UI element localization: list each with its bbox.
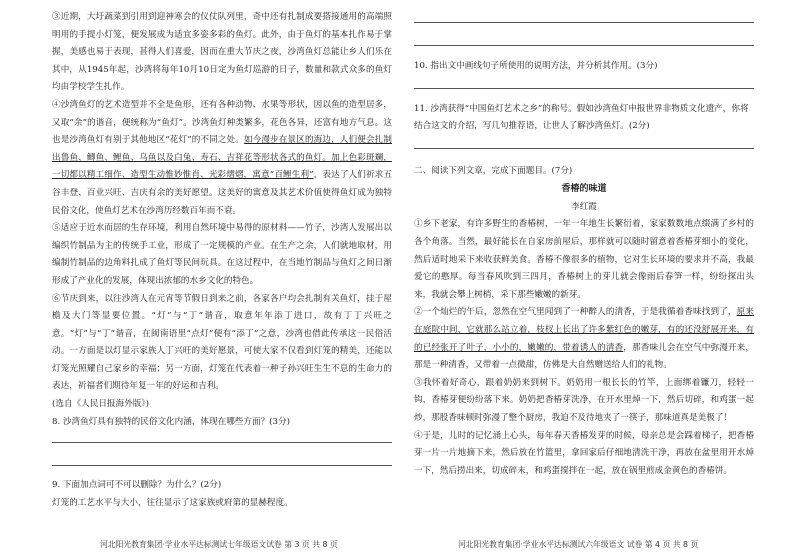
question-9: 9. 下面加点词可不可以删除？为什么？(2分) bbox=[52, 480, 222, 491]
page-footer-left: 河北阳光教育集团·学业水平达标测试七年级语文试卷 第 3 页 共 8 页 bbox=[100, 540, 338, 549]
left-column bbox=[52, 0, 392, 560]
article-title: 香椿的味道 bbox=[561, 184, 607, 195]
paragraph-4-text-b: ，表达了人们祈求五谷丰登、百业兴旺、吉庆有余的美好愿望。这美好的寓意及其艺术价值使得鱼灯成为独特民俗文化，使鱼灯艺术在沙湾历经数百年而不衰。 bbox=[52, 170, 392, 216]
section-2-heading: 二、阅读下列文章，完成下面题目。(7分) bbox=[414, 165, 573, 176]
paragraph-4-underlined-sentence: 如今漫步在景区的海边，人们便会扎制出鲁鱼、鲫鱼、鲤鱼、乌鱼以及白兔、寿石、吉祥花等形状各式的鱼灯。加上色彩斑斓，一切都以精工细作、造型生动惟妙惟肖、光彩熠熠，寓意“百鲤生利” bbox=[52, 135, 392, 181]
question-11: 11. 沙湾获得“中国鱼灯艺术之乡”的称号。假如沙湾鱼灯申报世界非物质文化遗产，你将结合这文的介绍，写几句推荐语，让世人了解沙湾鱼灯。(2分) bbox=[414, 103, 749, 132]
paragraph-5: ⑤适应于近水而居的生存环境，利用自然环境中易得的原材料——竹子，沙湾人发展出以编织竹制品为主的传统手工业，形成了一定规模的产业。在生产之余，人们就地取材，用编制竹制品的边角料扎成了鱼灯等民间玩具。在这过程中，在当地竹制品与鱼灯之间日渐形成了产业化的发展，体现出浓郁的水乡文化的特色。 bbox=[52, 223, 392, 286]
article-paragraph-2-text-b: ，那香味儿会在空气中弥漫开来，那是一种清香，又带着一点微甜，仿佛是大自然赠送给人们的礼物。 bbox=[414, 342, 754, 371]
paragraph-4-text-a: ④沙湾鱼灯的艺术造型并不全是鱼形，还有各种动物、水果等形状，因以鱼的造型居多，又取“余”的谐音，便统称为“鱼灯”。沙湾鱼灯种类繁多，花色各异，还富有地方气息。这也是沙湾鱼灯有别于其他地区“花灯”的不同之处。 bbox=[52, 99, 392, 146]
question-8: 8. 沙湾鱼灯具有独特的民俗文化内涵，体现在哪些方面？(3分) bbox=[52, 416, 290, 427]
article-paragraph-2-underlined-sentence: 原来在庭院中间，它就那么站立着，枝杈上长出了许多紫红色的嫩芽，有的还没舒展开来，有的已经张开了叶子，小小的，嫩嫩的，带着诱人的清香 bbox=[414, 307, 754, 353]
source-citation: (选自《人民日报海外版》) bbox=[52, 399, 149, 410]
right-column bbox=[414, 0, 754, 560]
article-author: 李红霞 bbox=[571, 202, 597, 213]
question-10: 10. 指出文中画线句子所使用的说明方法，并分析其作用。(3分) bbox=[414, 61, 658, 71]
article-paragraph-1: ①乡下老家，有许多野生的香椿树，一年一年地生长繁衍着，家家数数地点缀满了乡村的各个角落。当然，最好能长在自家房前屋后，那样就可以随时留意着香椿芽细小的变化，然后适时地采下来收获鲜美食。香椿不像很多的植物，它对生长环境的要求并不高，我最爱它的憨厚。每当春风吹到三四月，香椿树上的芽儿就会像雨后春笋一样，纷纷探出头来，我就会攀上树梢，采下那些嫩嫩的新芽。 bbox=[414, 219, 754, 300]
question-9-sentence: 灯笼的工艺水平与大小，往往显示了这家族或府第的显赫程度。 bbox=[52, 497, 293, 508]
article-paragraph-4: ④于是，儿时的记忆涌上心头，每年春天香椿发芽的时候，母亲总是会踩着梯子，把香椿芽一片一片地摘下来，然后放在竹篮里，拿回家后仔细地清洗干净，再放在盆里用开水焯一下，然后捞出来，切成碎末，和鸡蛋搅拌在一起，放在锅里煎成金黄色的香椿饼。 bbox=[414, 430, 754, 476]
paragraph-4 bbox=[52, 97, 392, 220]
paragraph-6: ⑥节庆到来，以往沙湾人在元宵等节假日到来之前，各家各户均会扎制有关鱼灯，挂于屋檐及大门等显要位置。“灯”与“丁”谐音，取意年年添丁进口，故有丁丁兴旺之意。“灯”与“丁”谐音，在闽南语里“点灯”便有“添丁”之意，沙湾也借此传承这一民俗活动。一方面是以灯显示家族人丁兴旺的美好愿景，可使大家不仅看到灯笼的精美，还能以灯笼光照耀自己家乡的幸福；另一方面，灯笼在代表着一种子孙兴旺生生不息的生命力的表达，祈福者们期待年复一年的好运和吉利。 bbox=[52, 293, 392, 392]
paragraph-3: ③近期，大圩蔬菜到引用到迎神寒会的仪仗队列里，奇中还有扎制成要搭接通用的高端照明用的手提小灯笼，便发展成为适宜多姿多彩的鱼灯。此外，由于鱼灯的基本扎作易于掌握，美感也易于表现，甚得人们喜爱，因而在重大节庆之夜，沙湾鱼灯总能让乡人们乐在其中，从1945年起，沙湾将每年10月10日定为鱼灯巡游的日子，数量和款式众多的鱼灯均由学校学生扎作。 bbox=[52, 12, 392, 93]
page-footer-right: 河北阳光教育集团·学业水平达标测试六年级语文 试卷 第 4 页 共 8 页 bbox=[458, 540, 699, 549]
article-paragraph-2 bbox=[414, 304, 754, 374]
article-paragraph-3: ③我怀着好奇心，跟着奶奶来到树下。奶奶用一根长长的竹竿，上面绑着镰刀，轻轻一钩，香椿芽便纷纷落下来。奶奶把香椿芽洗净，在开水里焯一下，然后切碎，和鸡蛋一起炒，那股香味顿时弥漫了整个厨房，我迫不及待地夹了一筷子，那味道真是美极了！ bbox=[414, 377, 754, 423]
article-paragraph-2-text-a: ②一个灿烂的午后，忽然在空气里闻到了一种醉人的清香，于是我循着香味找到了， bbox=[414, 307, 737, 318]
